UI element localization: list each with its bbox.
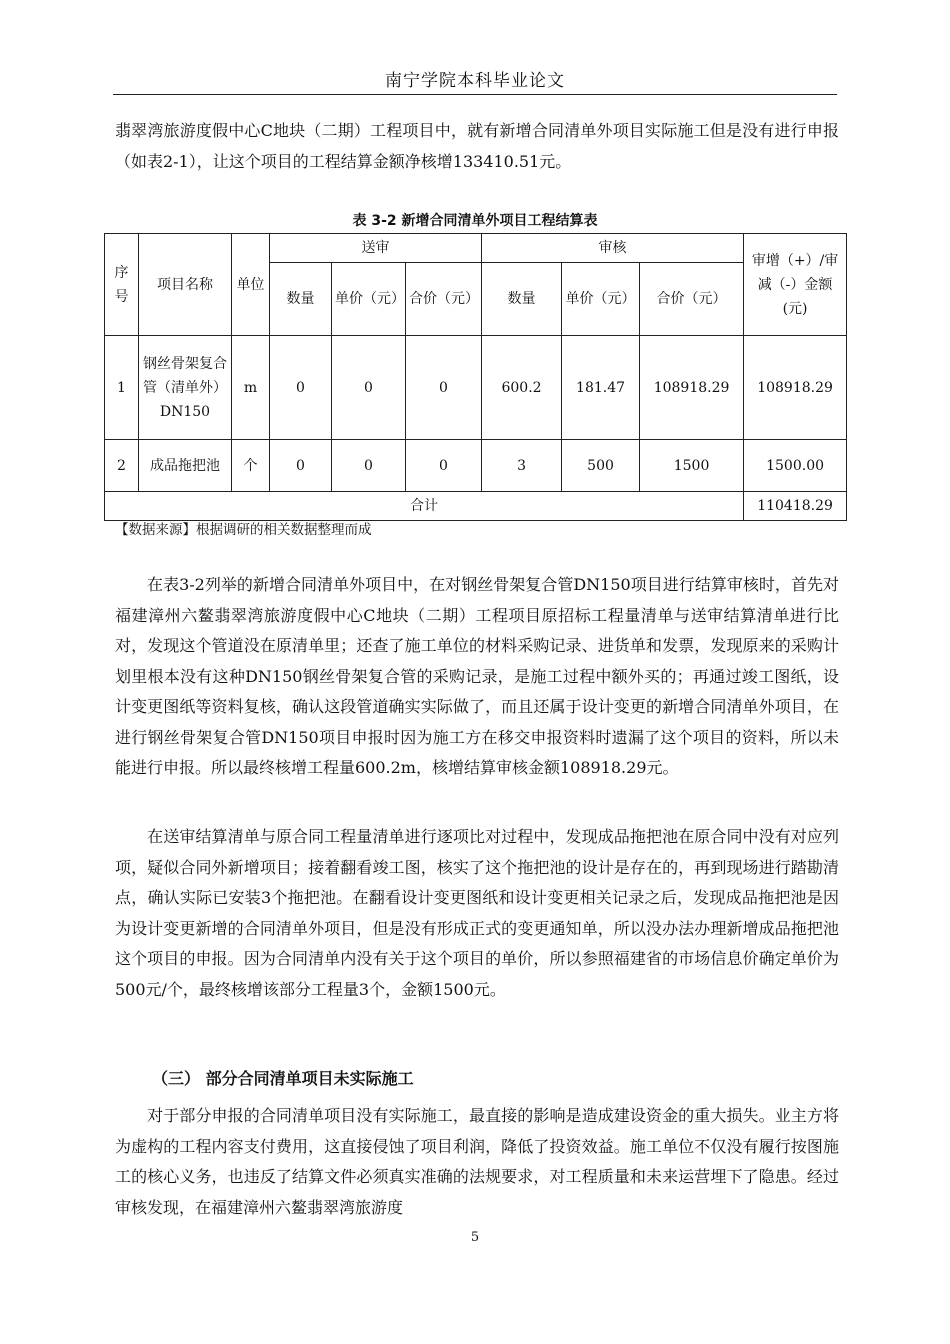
cell-diff: 1500.00 — [744, 440, 847, 492]
cell-a-qty: 600.2 — [482, 336, 562, 440]
body-paragraph-3: 在送审结算清单与原合同工程量清单进行逐项比对过程中，发现成品拖把池在原合同中没有对应列项，疑似合同外新增项目；接着翻看竣工图，核实了这个拖把池的设计是存在的，再到现场进行踏勘清点，确认实际已安装3个拖把池。在翻看设计变更图纸和设计变更相关记录之后，发现成品拖把池是因为设计变更新增的合同清单外项目，但是没有形成正式的变更通知单，所以没办法办理新增成品拖把池这个项目的申报。因为合同清单内没有关于这个项目的单价，所以参照福建省的市场信息价确定单价为500元/个，最终核增该部分工程量3个，金额1500元。 — [115, 827, 839, 999]
body-paragraph-4: 对于部分申报的合同清单项目没有实际施工，最直接的影响是造成建设资金的重大损失。业主方将为虚构的工程内容支付费用，这直接侵蚀了项目利润，降低了投资效益。施工单位不仅没有履行按图施工的核心义务，也违反了结算文件必须真实准确的法规要求，对工程质量和未来运营埋下了隐患。经过审核发现，在福建漳州六鳌翡翠湾旅游度 — [115, 1106, 839, 1217]
header-seq: 序号 — [105, 234, 139, 336]
cell-s-price: 0 — [332, 336, 406, 440]
header-submitted-qty: 数量 — [270, 263, 332, 336]
header-submitted-price: 单价（元） — [332, 263, 406, 336]
sum-value: 110418.29 — [744, 492, 847, 521]
body-paragraph-2: 在表3-2列举的新增合同清单外项目中，在对钢丝骨架复合管DN150项目进行结算审核时，首先对福建漳州六鳌翡翠湾旅游度假中心C地块（二期）工程项目原招标工程量清单与送审结算清单进行比对，发现这个管道没在原清单里；还查了施工单位的材料采购记录、进货单和发票，发现原来的采购计划里根本没有这种DN150钢丝骨架复合管的采购记录，是施工过程中额外买的；再通过竣工图纸，设计变更图纸等资料复核，确认这段管道确实实际做了，而且还属于设计变更的新增合同清单外项目，在进行钢丝骨架复合管DN150项目申报时因为施工方在移交申报资料时遗漏了这个项目的资料，所以未能进行申报。所以最终核增工程量600.2m，核增结算审核金额108918.29元。 — [115, 575, 839, 777]
cell-a-price: 181.47 — [562, 336, 640, 440]
table-row — [105, 440, 847, 492]
header-diff: 审增（+）/审减（-）金额(元) — [744, 234, 847, 336]
table-row — [105, 336, 847, 440]
header-audited-price: 单价（元） — [562, 263, 640, 336]
table-caption: 表 3-2 新增合同清单外项目工程结算表 — [352, 213, 598, 229]
header-audited-total: 合价（元） — [640, 263, 744, 336]
cell-a-total: 108918.29 — [640, 336, 744, 440]
cell-unit: m — [232, 336, 270, 440]
page-header: 南宁学院本科毕业论文 — [113, 66, 837, 95]
intro-paragraph: 翡翠湾旅游度假中心C地块（二期）工程项目中，就有新增合同清单外项目实际施工但是没有进行申报（如表2-1），让这个项目的工程结算金额净核增133410.51元。 — [115, 121, 839, 171]
table-source-note: 【数据来源】根据调研的相关数据整理而成 — [115, 522, 372, 538]
page-number: 5 — [470, 1230, 480, 1245]
cell-seq: 1 — [105, 336, 139, 440]
cell-diff: 108918.29 — [744, 336, 847, 440]
cell-s-qty: 0 — [270, 336, 332, 440]
cell-s-qty: 0 — [270, 440, 332, 492]
header-audited: 审核 — [482, 234, 744, 263]
header-unit: 单位 — [232, 234, 270, 336]
cell-a-price: 500 — [562, 440, 640, 492]
header-name: 项目名称 — [139, 234, 232, 336]
cell-name: 成品拖把池 — [139, 440, 232, 492]
cell-seq: 2 — [105, 440, 139, 492]
cell-a-qty: 3 — [482, 440, 562, 492]
cell-s-total: 0 — [406, 440, 482, 492]
section-subheading: （三） 部分合同清单项目未实际施工 — [152, 1069, 414, 1088]
table-sum-row — [105, 492, 847, 521]
cell-s-total: 0 — [406, 336, 482, 440]
table-header-row-1 — [105, 234, 847, 263]
sum-label: 合计 — [105, 492, 744, 521]
cell-name: 钢丝骨架复合管（清单外）DN150 — [139, 336, 232, 440]
header-submitted-total: 合价（元） — [406, 263, 482, 336]
cell-a-total: 1500 — [640, 440, 744, 492]
header-submitted: 送审 — [270, 234, 482, 263]
cell-s-price: 0 — [332, 440, 406, 492]
settlement-table — [104, 233, 847, 521]
header-audited-qty: 数量 — [482, 263, 562, 336]
cell-unit: 个 — [232, 440, 270, 492]
